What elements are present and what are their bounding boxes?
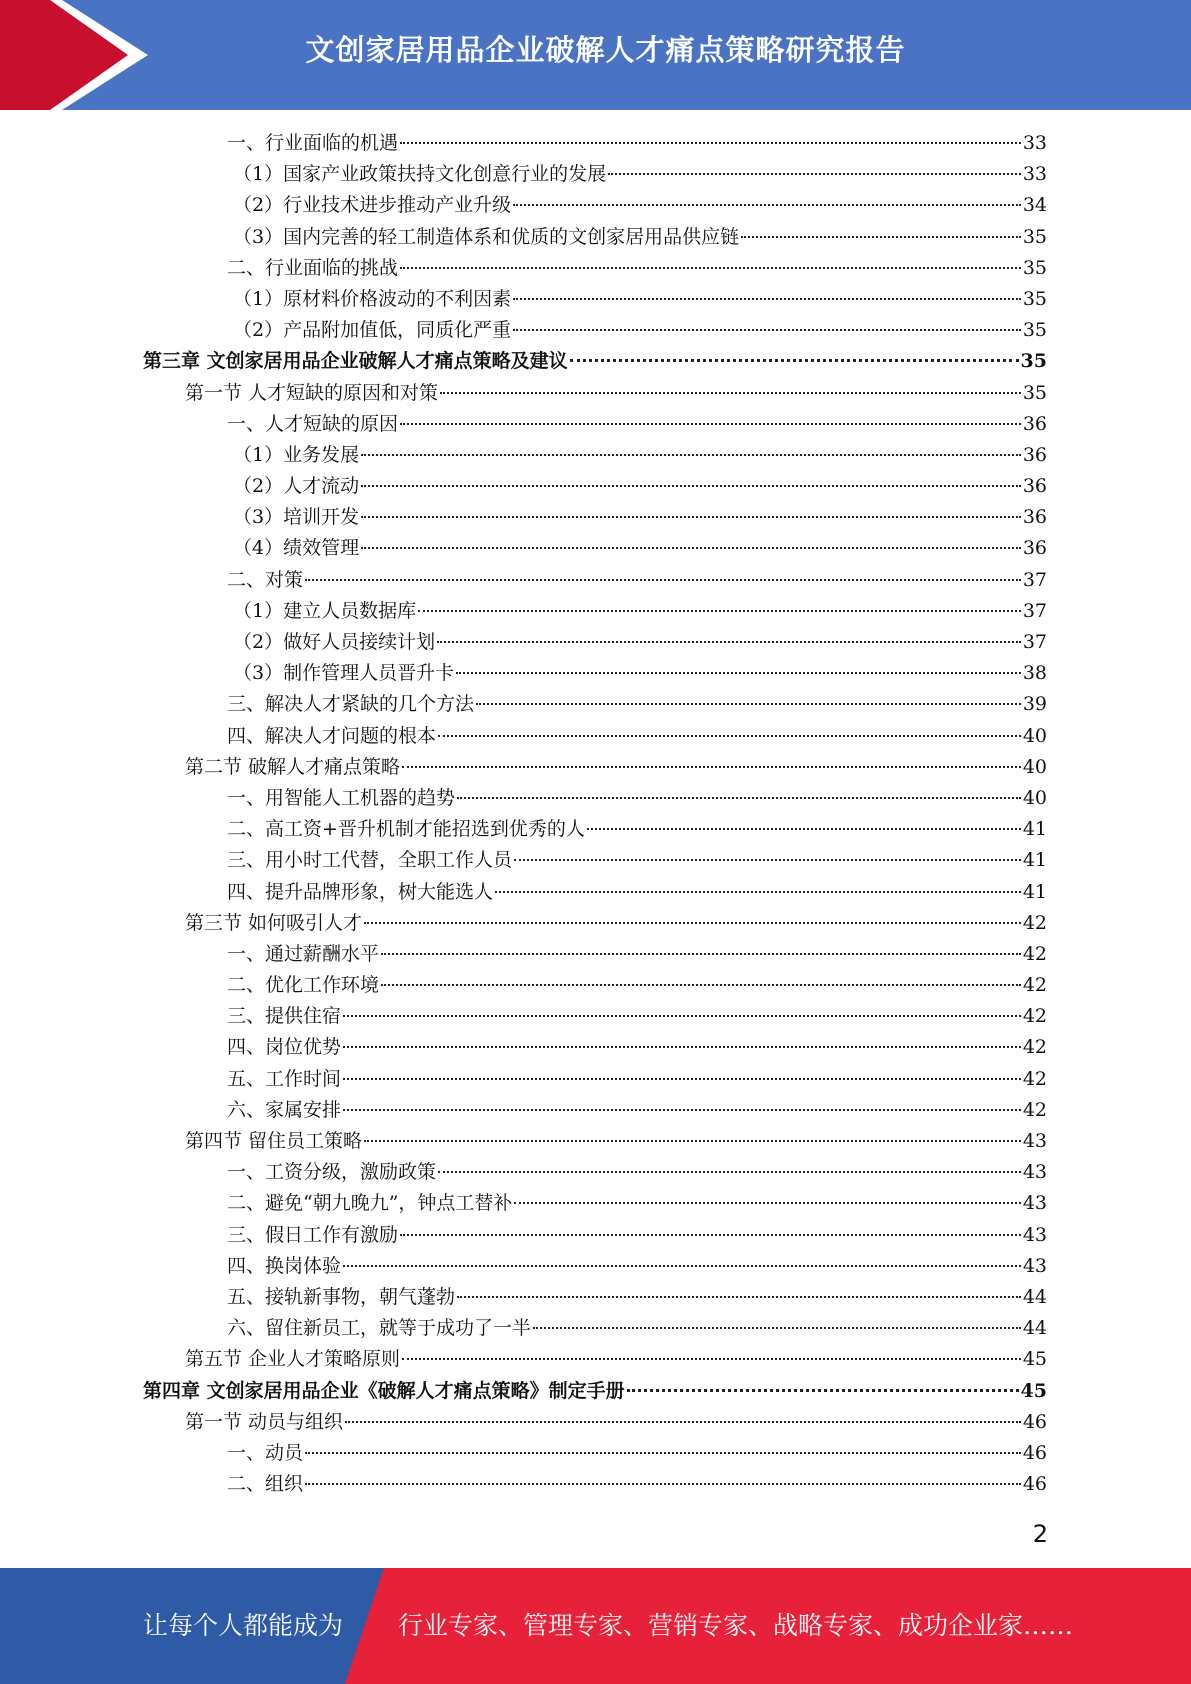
toc-entry[interactable] bbox=[143, 752, 1047, 783]
toc-dot-leader bbox=[305, 579, 1021, 581]
toc-entry-page: 42 bbox=[1022, 1005, 1047, 1028]
toc-entry-page: 37 bbox=[1022, 631, 1047, 653]
toc-dot-leader bbox=[345, 1421, 1021, 1423]
toc-entry-page: 36 bbox=[1022, 537, 1047, 560]
toc-entry[interactable] bbox=[143, 1032, 1047, 1063]
toc-entry-title: 四、解决人才问题的根本 bbox=[227, 724, 437, 747]
toc-dot-leader bbox=[381, 953, 1021, 955]
toc-entry-page: 39 bbox=[1022, 693, 1047, 716]
toc-entry[interactable] bbox=[143, 1095, 1047, 1126]
toc-entry-title: 三、解决人才紧缺的几个方法 bbox=[227, 693, 475, 716]
toc-dot-leader bbox=[741, 236, 1021, 238]
toc-entry-title: 二、避免“朝九晚九”，钟点工替补 bbox=[227, 1192, 513, 1215]
toc-entry-title: 一、用智能人工机器的趋势 bbox=[227, 786, 456, 809]
toc-entry-title: 三、提供住宿 bbox=[227, 1005, 342, 1028]
toc-dot-leader bbox=[305, 1452, 1021, 1454]
toc-dot-leader bbox=[361, 516, 1021, 518]
toc-dot-leader bbox=[457, 797, 1021, 799]
toc-entry-page: 44 bbox=[1022, 1285, 1047, 1308]
toc-entry[interactable] bbox=[143, 1188, 1047, 1219]
report-title: 文创家居用品企业破解人才痛点策略研究报告 bbox=[305, 33, 906, 67]
toc-dot-leader bbox=[476, 703, 1021, 705]
toc-dot-leader bbox=[457, 1296, 1021, 1298]
toc-dot-leader bbox=[514, 1202, 1020, 1204]
toc-entry-page: 33 bbox=[1022, 132, 1047, 154]
toc-entry-page: 42 bbox=[1022, 1036, 1047, 1059]
toc-entry[interactable] bbox=[143, 253, 1047, 284]
toc-entry[interactable] bbox=[143, 565, 1047, 596]
toc-entry-title: 四、换岗体验 bbox=[227, 1254, 342, 1277]
footer-slogan-right: 行业专家、管理专家、营销专家、战略专家、成功企业家…… bbox=[398, 1611, 1074, 1640]
toc-dot-leader bbox=[608, 173, 1021, 175]
toc-entry[interactable] bbox=[143, 222, 1047, 253]
toc-entry-page: 33 bbox=[1022, 163, 1047, 186]
toc-entry-page: 36 bbox=[1022, 506, 1047, 529]
toc-dot-leader bbox=[400, 1234, 1021, 1236]
toc-entry-title: 六、留住新员工，就等于成功了一半 bbox=[227, 1317, 532, 1340]
toc-entry[interactable] bbox=[143, 658, 1047, 689]
toc-entry-page: 38 bbox=[1022, 662, 1047, 685]
toc-entry-page: 35 bbox=[1022, 381, 1047, 404]
toc-entry-title: 第五节 企业人才策略原则 bbox=[185, 1348, 401, 1371]
toc-entry[interactable] bbox=[143, 378, 1047, 409]
toc-entry[interactable] bbox=[143, 939, 1047, 970]
toc-entry[interactable] bbox=[143, 814, 1047, 845]
footer-slogan-left: 让每个人都能成为 bbox=[143, 1611, 344, 1640]
toc-entry-title: 第四章 文创家居用品企业《破解人才痛点策略》制定手册 bbox=[143, 1379, 625, 1402]
toc-entry[interactable] bbox=[143, 1344, 1047, 1375]
toc-entry[interactable] bbox=[143, 1001, 1047, 1032]
toc-entry-page: 42 bbox=[1022, 1067, 1047, 1090]
toc-dot-leader bbox=[361, 547, 1021, 549]
toc-entry-page: 46 bbox=[1022, 1473, 1047, 1496]
toc-dot-leader bbox=[400, 142, 1021, 144]
toc-entry[interactable] bbox=[143, 284, 1047, 315]
toc-entry-title: （2）做好人员接续计划 bbox=[233, 631, 436, 653]
toc-entry-page: 40 bbox=[1022, 724, 1047, 747]
toc-dot-leader bbox=[456, 672, 1021, 674]
toc-entry[interactable] bbox=[143, 1313, 1047, 1344]
toc-entry-title: （2）产品附加值低，同质化严重 bbox=[233, 319, 512, 342]
toc-dot-leader bbox=[361, 454, 1021, 456]
toc-entry-title: 一、工资分级，激励政策 bbox=[227, 1161, 437, 1184]
page-header bbox=[0, 0, 1191, 110]
toc-entry[interactable] bbox=[143, 1220, 1047, 1251]
toc-dot-leader bbox=[400, 423, 1021, 425]
toc-entry-page: 35 bbox=[1022, 319, 1047, 342]
toc-entry-page: 40 bbox=[1022, 755, 1047, 778]
toc-entry[interactable] bbox=[143, 627, 1047, 658]
toc-dot-leader bbox=[361, 485, 1021, 487]
toc-dot-leader bbox=[400, 267, 1021, 269]
toc-dot-leader bbox=[418, 610, 1021, 612]
toc-entry-page: 42 bbox=[1022, 1098, 1047, 1121]
toc-entry-title: 一、人才短缺的原因 bbox=[227, 412, 399, 435]
toc-entry-page: 43 bbox=[1022, 1223, 1047, 1246]
toc-entry-page: 43 bbox=[1022, 1192, 1047, 1215]
toc-dot-leader bbox=[513, 329, 1021, 331]
toc-dot-leader bbox=[438, 735, 1021, 737]
toc-dot-leader bbox=[587, 828, 1021, 830]
toc-entry-page: 35 bbox=[1022, 287, 1047, 310]
toc-entry-title: 四、提升品牌形象，树大能选人 bbox=[227, 880, 494, 903]
toc-entry-page: 35 bbox=[1022, 225, 1047, 248]
toc-entry-title: 六、家属安排 bbox=[227, 1098, 342, 1121]
toc-entry[interactable] bbox=[143, 721, 1047, 752]
toc-entry-title: 第二节 破解人才痛点策略 bbox=[185, 755, 401, 778]
toc-entry[interactable] bbox=[143, 596, 1047, 627]
toc-dot-leader bbox=[570, 359, 1019, 362]
toc-entry-title: 三、用小时工代替，全职工作人员 bbox=[227, 849, 513, 872]
toc-dot-leader bbox=[437, 641, 1021, 643]
toc-dot-leader bbox=[305, 1483, 1021, 1485]
toc-dot-leader bbox=[364, 922, 1021, 924]
toc-entry[interactable] bbox=[143, 1126, 1047, 1157]
toc-entry-page: 44 bbox=[1022, 1317, 1047, 1340]
toc-entry-page: 42 bbox=[1022, 942, 1047, 965]
toc-entry-page: 46 bbox=[1022, 1410, 1047, 1433]
page-number: 2 bbox=[1032, 1520, 1048, 1548]
toc-entry-title: （1）国家产业政策扶持文化创意行业的发展 bbox=[233, 163, 607, 186]
toc-entry-page: 43 bbox=[1022, 1161, 1047, 1184]
toc-entry-page: 45 bbox=[1020, 1379, 1047, 1402]
toc-entry-page: 46 bbox=[1022, 1441, 1047, 1464]
toc-dot-leader bbox=[343, 1046, 1021, 1048]
toc-entry[interactable] bbox=[143, 159, 1047, 190]
toc-entry[interactable] bbox=[143, 346, 1047, 377]
toc-entry[interactable] bbox=[143, 502, 1047, 533]
toc-entry-title: 二、组织 bbox=[227, 1473, 304, 1496]
toc-entry-title: 二、行业面临的挑战 bbox=[227, 256, 399, 279]
toc-entry-page: 40 bbox=[1022, 786, 1047, 809]
toc-entry[interactable] bbox=[143, 845, 1047, 876]
toc-entry-title: 三、假日工作有激励 bbox=[227, 1223, 399, 1246]
toc-entry-title: 第一节 动员与组织 bbox=[185, 1410, 344, 1433]
toc-entry-page: 37 bbox=[1022, 599, 1047, 622]
toc-entry[interactable] bbox=[143, 1407, 1047, 1438]
toc-entry-page: 43 bbox=[1022, 1130, 1047, 1152]
toc-entry-title: 五、接轨新事物，朝气蓬勃 bbox=[227, 1285, 456, 1308]
toc-dot-leader bbox=[438, 1171, 1021, 1173]
toc-entry-page: 36 bbox=[1022, 412, 1047, 435]
toc-entry-page: 34 bbox=[1022, 194, 1047, 217]
toc-entry-page: 35 bbox=[1022, 256, 1047, 279]
toc-entry-page: 45 bbox=[1022, 1348, 1047, 1371]
toc-dot-leader bbox=[343, 1078, 1021, 1080]
toc-entry-title: （1）业务发展 bbox=[233, 443, 360, 466]
toc-dot-leader bbox=[513, 204, 1021, 206]
toc-entry-page: 36 bbox=[1022, 443, 1047, 466]
toc-entry-page: 41 bbox=[1022, 880, 1047, 903]
toc-entry-title: （1）建立人员数据库 bbox=[233, 599, 417, 622]
toc-entry-page: 36 bbox=[1022, 475, 1047, 498]
toc-dot-leader bbox=[627, 1389, 1019, 1392]
toc-entry-title: （3）国内完善的轻工制造体系和优质的文创家居用品供应链 bbox=[233, 225, 740, 248]
toc-entry-title: （4）绩效管理 bbox=[233, 537, 360, 560]
toc-entry-page: 41 bbox=[1022, 818, 1047, 841]
toc-entry-page: 37 bbox=[1022, 568, 1047, 591]
toc-entry[interactable] bbox=[143, 1469, 1047, 1500]
toc-entry[interactable] bbox=[143, 970, 1047, 1001]
toc-entry-page: 42 bbox=[1022, 911, 1047, 934]
toc-entry-title: 一、行业面临的机遇 bbox=[227, 132, 399, 154]
toc-entry[interactable] bbox=[143, 128, 1047, 159]
toc-dot-leader bbox=[343, 1015, 1021, 1017]
toc-dot-leader bbox=[364, 1140, 1021, 1142]
toc-entry[interactable] bbox=[143, 1282, 1047, 1313]
toc-entry-title: （3）培训开发 bbox=[233, 506, 360, 529]
toc-dot-leader bbox=[402, 766, 1021, 768]
toc-entry[interactable] bbox=[143, 1438, 1047, 1469]
toc-entry[interactable] bbox=[143, 315, 1047, 346]
toc-entry[interactable] bbox=[143, 689, 1047, 720]
toc-entry-title: 第三节 如何吸引人才 bbox=[185, 911, 363, 934]
page-footer bbox=[0, 1568, 1191, 1684]
toc-dot-leader bbox=[533, 1327, 1021, 1329]
toc-entry-page: 41 bbox=[1022, 849, 1047, 872]
toc-entry-title: （3）制作管理人员晋升卡 bbox=[233, 662, 455, 685]
toc-entry-page: 42 bbox=[1022, 974, 1047, 997]
toc-entry[interactable] bbox=[143, 440, 1047, 471]
toc-entry-title: 二、对策 bbox=[227, 568, 304, 591]
toc-entry-page: 35 bbox=[1020, 350, 1047, 373]
toc-entry-title: （1）原材料价格波动的不利因素 bbox=[233, 287, 512, 310]
toc-entry[interactable] bbox=[143, 1251, 1047, 1282]
toc-entry[interactable] bbox=[143, 533, 1047, 564]
toc-dot-leader bbox=[381, 984, 1021, 986]
toc-entry[interactable] bbox=[143, 1064, 1047, 1095]
toc-entry[interactable] bbox=[143, 783, 1047, 814]
table-of-contents bbox=[143, 128, 1047, 1500]
toc-dot-leader bbox=[343, 1109, 1021, 1111]
toc-entry-title: （2）行业技术进步推动产业升级 bbox=[233, 194, 512, 217]
toc-dot-leader bbox=[514, 859, 1021, 861]
toc-entry-title: 第四节 留住员工策略 bbox=[185, 1130, 363, 1152]
toc-dot-leader bbox=[402, 1358, 1021, 1360]
toc-dot-leader bbox=[495, 891, 1021, 893]
toc-entry-title: 一、动员 bbox=[227, 1441, 304, 1464]
toc-entry[interactable] bbox=[143, 908, 1047, 939]
toc-entry[interactable] bbox=[143, 190, 1047, 221]
toc-dot-leader bbox=[440, 392, 1021, 394]
toc-entry-title: 一、通过薪酬水平 bbox=[227, 942, 380, 965]
toc-entry[interactable] bbox=[143, 409, 1047, 440]
toc-entry-title: 四、岗位优势 bbox=[227, 1036, 342, 1059]
toc-entry[interactable] bbox=[143, 877, 1047, 908]
toc-entry-title: 五、工作时间 bbox=[227, 1067, 342, 1090]
toc-entry[interactable] bbox=[143, 471, 1047, 502]
toc-dot-leader bbox=[513, 298, 1021, 300]
toc-entry-title: 二、优化工作环境 bbox=[227, 974, 380, 997]
toc-dot-leader bbox=[343, 1265, 1021, 1267]
toc-entry[interactable] bbox=[143, 1157, 1047, 1188]
toc-entry-title: 二、高工资+晋升机制才能招选到优秀的人 bbox=[227, 818, 585, 841]
toc-entry-title: 第一节 人才短缺的原因和对策 bbox=[185, 381, 439, 404]
toc-entry-title: （2）人才流动 bbox=[233, 475, 360, 498]
toc-entry-page: 43 bbox=[1022, 1254, 1047, 1277]
toc-entry[interactable] bbox=[143, 1376, 1047, 1407]
toc-entry-title: 第三章 文创家居用品企业破解人才痛点策略及建议 bbox=[143, 350, 568, 373]
